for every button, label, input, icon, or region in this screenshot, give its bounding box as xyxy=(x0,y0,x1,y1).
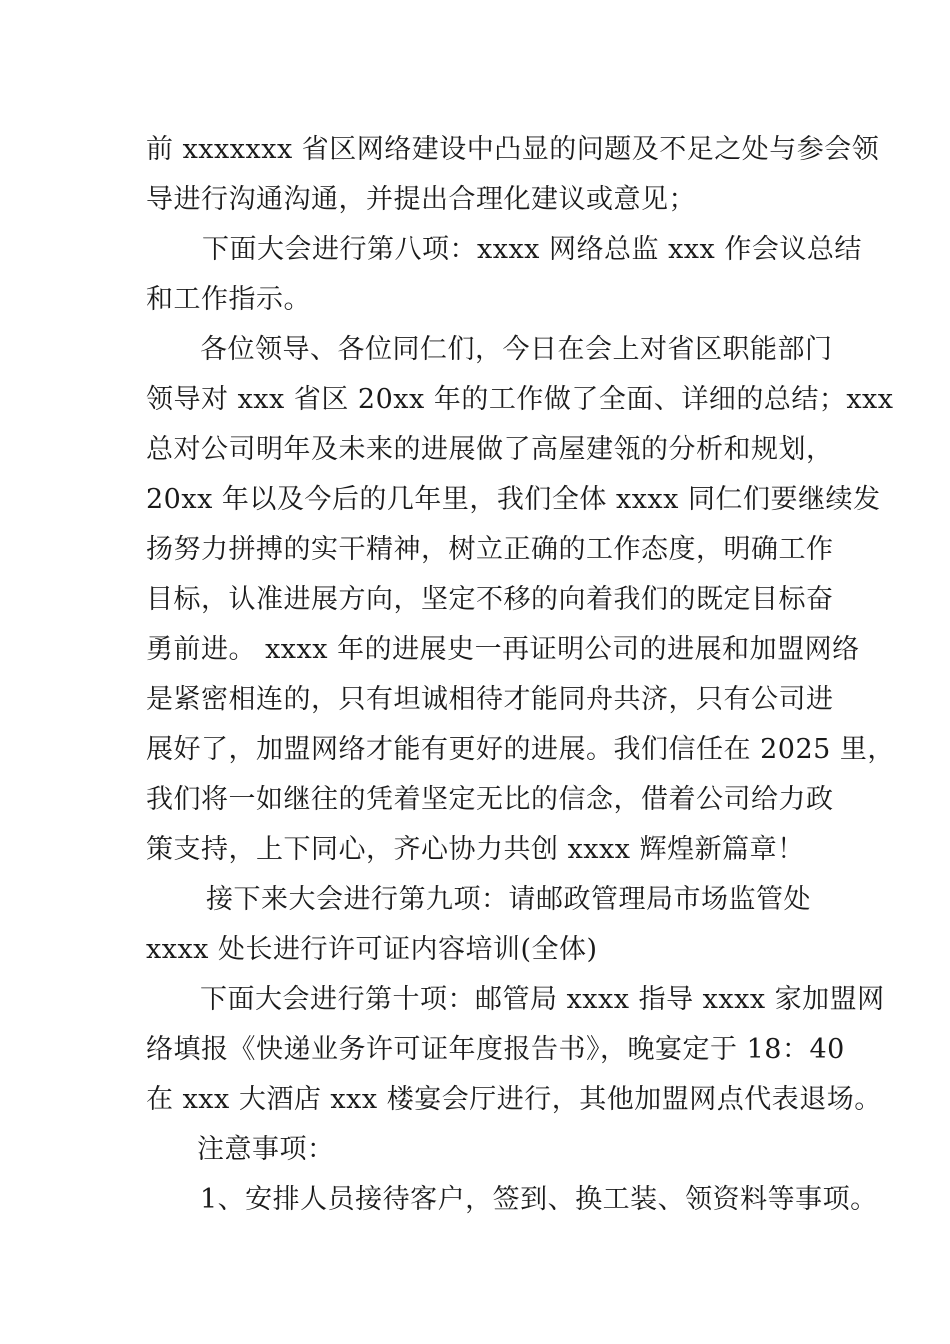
text-line-22: 1、安排人员接待客户，签到、换工装、领资料等事项。 xyxy=(200,1184,878,1215)
text-line-5: 各位领导、各位同仁们，今日在会上对省区职能部门 xyxy=(200,334,833,365)
text-line-13: 展好了，加盟网络才能有更好的进展。我们信任在 2025 里， xyxy=(146,734,895,765)
text-line-3: 下面大会进行第八项：xxxx 网络总监 xxx 作会议总结 xyxy=(202,234,862,265)
text-line-4: 和工作指示。 xyxy=(146,284,311,315)
text-line-14: 我们将一如继往的凭着坚定无比的信念，借着公司给力政 xyxy=(146,784,834,815)
text-line-21: 注意事项： xyxy=(197,1134,335,1165)
text-line-19: 络填报《快递业务许可证年度报告书》，晚宴定于 18：40 xyxy=(146,1034,845,1065)
text-line-1: 前 xxxxxxx 省区网络建设中凸显的问题及不足之处与参会领 xyxy=(146,134,880,165)
text-line-16: 接下来大会进行第九项：请邮政管理局市场监管处 xyxy=(206,884,811,915)
text-line-8: 20xx 年以及今后的几年里，我们全体 xxxx 同仁们要继续发 xyxy=(146,484,881,515)
text-line-12: 是紧密相连的，只有坦诚相待才能同舟共济，只有公司进 xyxy=(146,684,834,715)
text-line-11: 勇前进。 xxxx 年的进展史一再证明公司的进展和加盟网络 xyxy=(146,634,860,665)
text-line-10: 目标，认准进展方向，坚定不移的向着我们的既定目标奋 xyxy=(146,584,834,615)
text-line-15: 策支持，上下同心，齐心协力共创 xxxx 辉煌新篇章！ xyxy=(146,834,805,865)
text-line-9: 扬努力拼搏的实干精神，树立正确的工作态度，明确工作 xyxy=(146,534,834,565)
text-line-18: 下面大会进行第十项：邮管局 xxxx 指导 xxxx 家加盟网 xyxy=(200,984,885,1015)
text-line-2: 导进行沟通沟通，并提出合理化建议或意见； xyxy=(146,184,696,215)
text-line-20: 在 xxx 大酒店 xxx 楼宴会厅进行，其他加盟网点代表退场。 xyxy=(146,1084,882,1115)
text-line-17: xxxx 处长进行许可证内容培训(全体) xyxy=(146,934,598,965)
text-line-6: 领导对 xxx 省区 20xx 年的工作做了全面、详细的总结；xxx xyxy=(146,384,894,415)
text-line-7: 总对公司明年及未来的进展做了高屋建瓴的分析和规划， xyxy=(146,434,834,465)
